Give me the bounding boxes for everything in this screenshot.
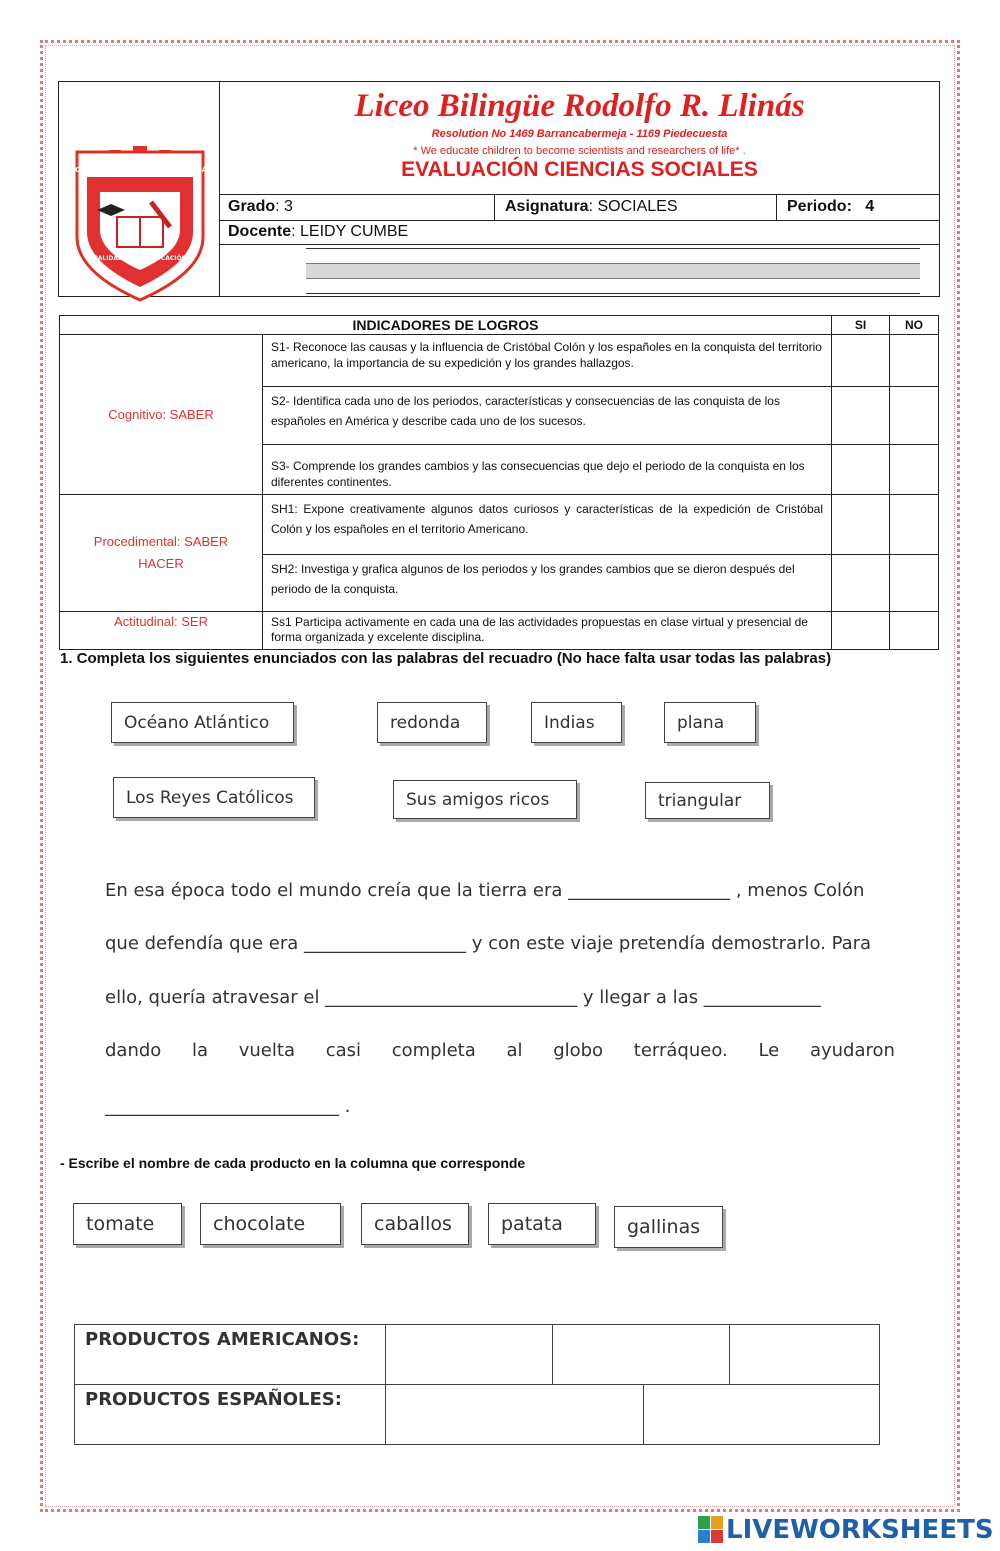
q1-word: globo xyxy=(553,1040,604,1061)
word-plana[interactable]: plana xyxy=(664,702,756,743)
q1-word: vuelta xyxy=(238,1040,295,1061)
americanos-label: PRODUCTOS AMERICANOS: xyxy=(75,1325,386,1385)
q1-line-2: que defendía que era __________________ y con este viaje pretendía demostrarlo. Para xyxy=(105,933,872,954)
q1-line-4 xyxy=(105,1040,895,1061)
americanos-divider-1 xyxy=(552,1325,553,1384)
product-chocolate[interactable]: chocolate xyxy=(200,1203,341,1245)
exam-title: EVALUACIÓN CIENCIAS SOCIALES xyxy=(401,158,758,181)
svg-text:LICEO BILINGÜE RODOLFO R. LLIN: LICEO BILINGÜE RODOLFO R. LLINÁS xyxy=(67,166,213,174)
products-table xyxy=(74,1324,880,1445)
student-name-cell[interactable] xyxy=(220,244,940,296)
indicator-sh2: SH2: Investiga y grafica algunos de los periodos y los grandes cambios que se dieron después del periodo de la conquista. xyxy=(263,555,832,612)
indicators-table xyxy=(59,315,939,650)
q1-word: dando xyxy=(105,1040,162,1061)
docente-value: : LEIDY CUMBE xyxy=(291,223,409,241)
s3-no-checkbox[interactable] xyxy=(890,445,939,495)
espanoles-divider xyxy=(643,1385,644,1444)
cognitivo-label: Cognitivo: SABER xyxy=(60,335,263,495)
motto-text: * We educate children to become scientists and researchers of life* . xyxy=(413,145,746,157)
word-indias[interactable]: Indias xyxy=(531,702,622,743)
word-redonda[interactable]: redonda xyxy=(377,702,487,743)
product-caballos[interactable]: caballos xyxy=(361,1203,469,1245)
q1-word: casi xyxy=(325,1040,361,1061)
name-line-3 xyxy=(306,293,920,294)
word-los-reyes-catolicos[interactable]: Los Reyes Católicos xyxy=(113,777,315,818)
si-header: SI xyxy=(832,316,890,335)
liveworksheets-icon xyxy=(698,1516,724,1544)
americanos-divider-2 xyxy=(729,1325,730,1384)
sh2-no-checkbox[interactable] xyxy=(890,555,939,612)
procedimental-label xyxy=(60,495,263,612)
indicator-sh1: SH1: Expone creativamente algunos datos curiosos y características de la expedición de Cristóbal Colón y los españoles en el territorio Americano. xyxy=(263,495,832,555)
q1-word: la xyxy=(192,1040,209,1061)
svg-text:CALIDAD EN LA EDUCACIÓN: CALIDAD EN LA EDUCACIÓN xyxy=(93,255,187,262)
q1-word: al xyxy=(506,1040,523,1061)
ss1-no-checkbox[interactable] xyxy=(890,612,939,650)
asignatura-value: : SOCIALES xyxy=(588,198,678,216)
q1-word: ayudaron xyxy=(809,1040,895,1061)
liveworksheets-logo xyxy=(698,1515,994,1545)
liveworksheets-brand: LIVEWORKSHEETS xyxy=(726,1515,994,1545)
no-header: NO xyxy=(890,316,939,335)
indicators-header: INDICADORES DE LOGROS xyxy=(60,316,832,335)
s2-si-checkbox[interactable] xyxy=(832,387,890,445)
actitudinal-label: Actitudinal: SER xyxy=(60,612,263,650)
indicator-ss1: Ss1 Participa activamente en cada una de las actividades propuestas en clase virtual y presencial de forma organizada y excelente disciplina. xyxy=(263,612,832,650)
espanoles-label: PRODUCTOS ESPAÑOLES: xyxy=(75,1385,386,1445)
ss1-si-checkbox[interactable] xyxy=(832,612,890,650)
product-tomate[interactable]: tomate xyxy=(73,1203,182,1245)
q1-line-1: En esa época todo el mundo creía que la tierra era __________________ , menos Colón xyxy=(105,880,865,901)
word-sus-amigos-ricos[interactable]: Sus amigos ricos xyxy=(393,780,577,819)
resolution-text: Resolution No 1469 Barrancabermeja - 1169 Piedecuesta xyxy=(431,128,728,140)
docente-cell xyxy=(220,220,940,244)
sh1-si-checkbox[interactable] xyxy=(832,495,890,555)
word-oceano-atlantico[interactable]: Océano Atlántico xyxy=(111,702,294,743)
s3-si-checkbox[interactable] xyxy=(832,445,890,495)
docente-label: Docente xyxy=(228,223,292,241)
school-name: Liceo Bilingüe Rodolfo R. Llinás xyxy=(354,88,805,124)
name-line-1 xyxy=(306,248,920,249)
procedimental-label-2: HACER xyxy=(138,556,184,571)
header-table xyxy=(58,81,940,297)
periodo-cell xyxy=(777,194,940,220)
grado-cell xyxy=(220,194,495,220)
q1-instruction: 1. Completa los siguientes enunciados con las palabras del recuadro (No hace falta usar todas las palabras) xyxy=(60,650,832,667)
name-line-2 xyxy=(306,263,920,279)
s2-no-checkbox[interactable] xyxy=(890,387,939,445)
school-logo xyxy=(65,132,215,302)
q1-word: completa xyxy=(391,1040,476,1061)
americanos-answer-area[interactable] xyxy=(386,1325,880,1385)
indicator-s3: S3- Comprende los grandes cambios y las consecuencias que dejo el periodo de la conquista en los diferentes continentes. xyxy=(263,445,832,495)
grado-value: : 3 xyxy=(275,198,293,216)
sh2-si-checkbox[interactable] xyxy=(832,555,890,612)
q1-word: Le xyxy=(758,1040,780,1061)
espanoles-answer-area[interactable] xyxy=(386,1385,880,1445)
asignatura-cell xyxy=(495,194,777,220)
sh1-no-checkbox[interactable] xyxy=(890,495,939,555)
q1-line-3: ello, quería atravesar el ____________________________ y llegar a las _____________ xyxy=(105,987,821,1008)
indicator-s1: S1- Reconoce las causas y la influencia de Cristóbal Colón y los españoles en la conquista del territorio americano, la importancia de su expedición y los grandes hallazgos. xyxy=(263,335,832,387)
periodo-label: Periodo: xyxy=(787,198,852,216)
header-title-cell xyxy=(220,82,940,195)
indicator-s2: S2- Identifica cada uno de los periodos, características y consecuencias de las conquista de los españoles en América y describe cada uno de los sucesos. xyxy=(263,387,832,445)
q2-instruction: - Escribe el nombre de cada producto en la columna que corresponde xyxy=(60,1155,526,1171)
procedimental-label-1: Procedimental: SABER xyxy=(93,534,229,549)
periodo-value: 4 xyxy=(865,198,875,216)
asignatura-label: Asignatura xyxy=(505,198,589,216)
q1-line-5: __________________________ . xyxy=(105,1096,351,1117)
product-gallinas[interactable]: gallinas xyxy=(614,1206,723,1248)
word-triangular[interactable]: triangular xyxy=(645,782,770,819)
logo-cell xyxy=(59,82,220,297)
grado-label: Grado xyxy=(228,198,276,216)
s1-si-checkbox[interactable] xyxy=(832,335,890,387)
product-patata[interactable]: patata xyxy=(488,1203,596,1245)
s1-no-checkbox[interactable] xyxy=(890,335,939,387)
q1-word: terráqueo. xyxy=(633,1040,728,1061)
